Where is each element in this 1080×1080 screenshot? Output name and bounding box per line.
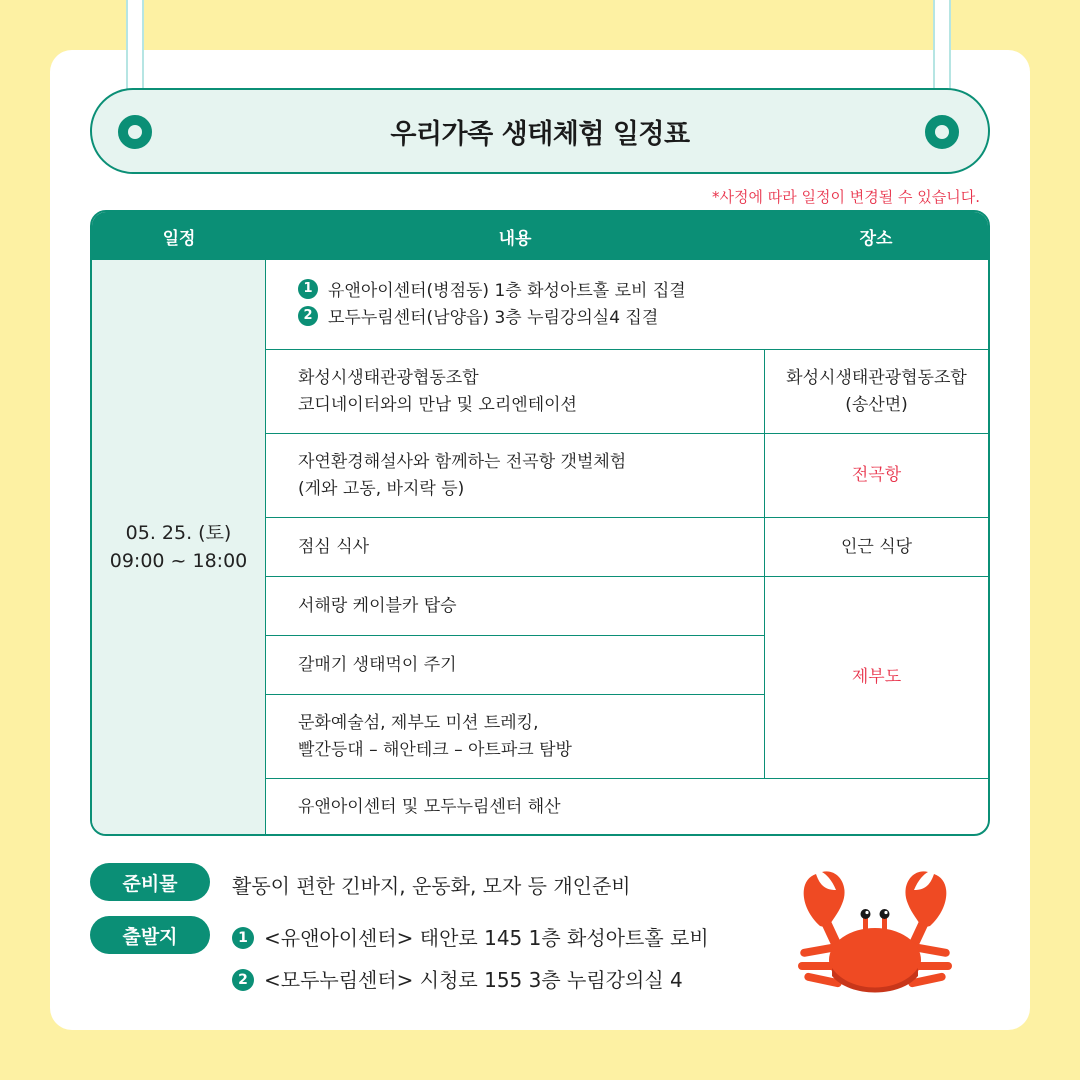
- table-header: [92, 212, 988, 260]
- page-title: 우리가족 생태체험 일정표: [390, 118, 690, 150]
- table-row: [266, 636, 764, 695]
- row-text: 코디네이터와의 만남 및 오리엔테이션: [298, 394, 577, 415]
- place-cell: [764, 518, 988, 577]
- header-date: 일정: [162, 228, 196, 249]
- ring-hole-left-icon: [118, 115, 152, 149]
- row-text: 화성시생태관광협동조합: [298, 367, 479, 388]
- number-badge-icon: 1: [232, 927, 254, 949]
- row-text: 유앤아이센터(병점동) 1층 화성아트홀 로비 집결: [328, 280, 686, 301]
- schedule-day: 05. 25. (토): [125, 522, 232, 544]
- header-place: 장소: [859, 228, 893, 249]
- row-text: (게와 고동, 바지락 등): [298, 478, 465, 499]
- row-text: 유앤아이센터 및 모두누림센터 해산: [298, 797, 561, 817]
- ring-hole-right-icon: [925, 115, 959, 149]
- supplies-label: 준비물: [90, 863, 210, 901]
- crab-icon: [790, 868, 960, 996]
- row-text: 자연환경해설사와 함께하는 전곡항 갯벌체험: [298, 451, 627, 472]
- table-row: [266, 695, 764, 779]
- row-text: 문화예술섬, 제부도 미션 트레킹,: [298, 712, 539, 733]
- schedule-table: [90, 210, 990, 836]
- place-cell: [764, 434, 988, 518]
- row-text: 서해랑 케이블카 탑승: [298, 595, 457, 616]
- place-text: (송산면): [845, 394, 908, 415]
- row-text: 빨간등대 – 해안테크 – 아트파크 탐방: [298, 739, 572, 760]
- table-row: [266, 434, 764, 518]
- row-text: 갈매기 생태먹이 주기: [298, 654, 457, 675]
- departure-label: 출발지: [90, 916, 210, 954]
- row-text: 모두누림센터(남양읍) 3층 누림강의실4 집결: [328, 307, 659, 328]
- number-badge-icon: 1: [298, 279, 318, 299]
- header-content: 내용: [498, 228, 532, 249]
- departure-text: <모두누림센터> 시청로 155 3층 누림강의실 4: [264, 968, 683, 992]
- place-text: 전곡항: [851, 465, 902, 485]
- title-banner: [90, 88, 990, 174]
- place-text: 인근 식당: [840, 536, 913, 557]
- place-text: 화성시생태관광협동조합: [786, 367, 967, 388]
- number-badge-icon: 2: [298, 306, 318, 326]
- supplies-text: 활동이 편한 긴바지, 운동화, 모자 등 개인준비: [232, 874, 631, 898]
- place-cell: [764, 577, 988, 779]
- table-row: [266, 518, 764, 577]
- date-cell: [92, 260, 266, 834]
- change-notice: *사정에 따라 일정이 변경될 수 있습니다.: [712, 188, 980, 206]
- departure-text: <유앤아이센터> 태안로 145 1층 화성아트홀 로비: [264, 926, 709, 950]
- departure-item: [232, 922, 709, 951]
- place-text: 제부도: [851, 667, 902, 687]
- schedule-time: 09:00 ~ 18:00: [109, 550, 248, 572]
- table-row: [266, 260, 988, 350]
- departure-item: [232, 964, 683, 993]
- table-row: [266, 577, 764, 636]
- table-row: [266, 350, 764, 434]
- table-row: [266, 779, 988, 836]
- row-text: 점심 식사: [298, 536, 370, 557]
- place-cell: [764, 350, 988, 434]
- number-badge-icon: 2: [232, 969, 254, 991]
